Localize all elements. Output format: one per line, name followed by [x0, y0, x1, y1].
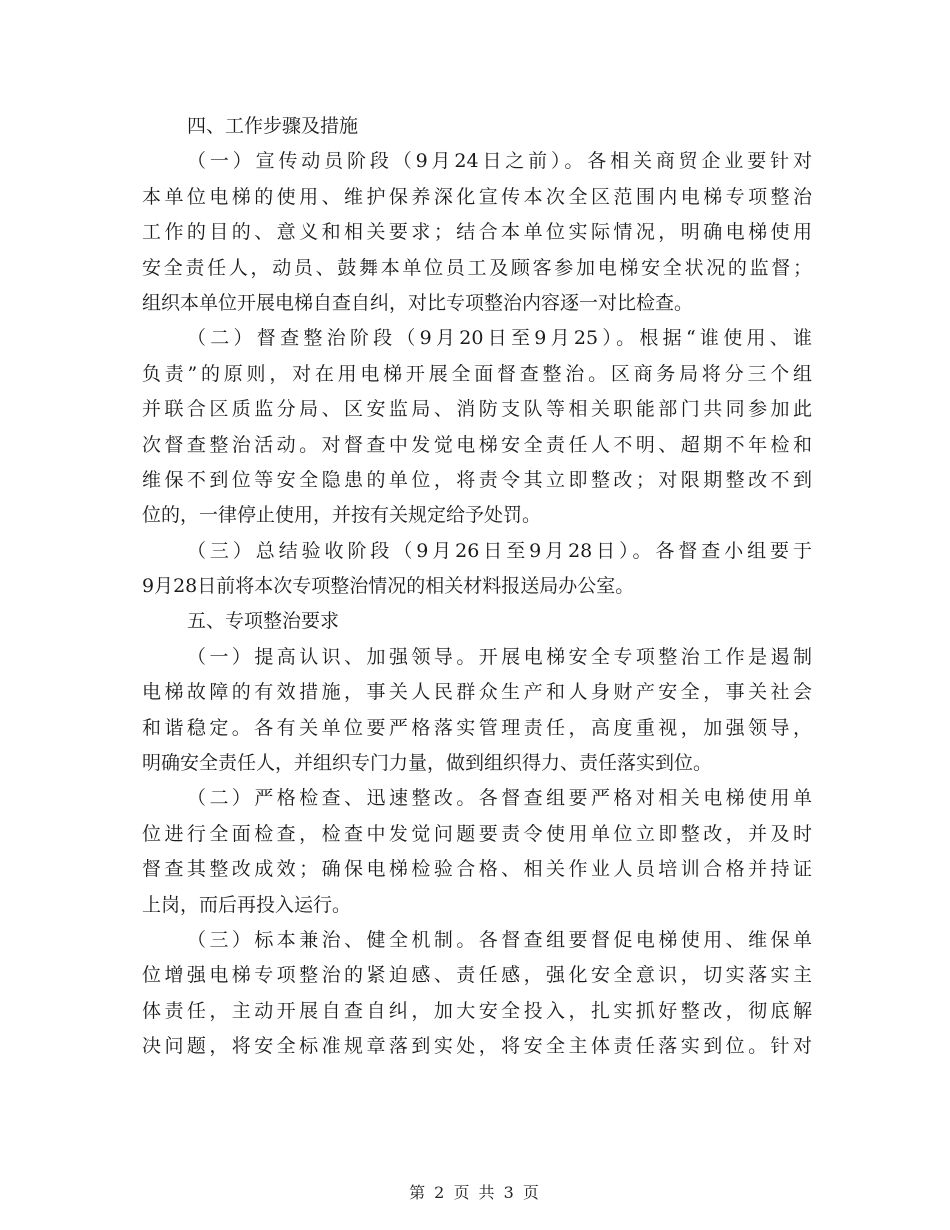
paragraph-line: 维保不到位等安全隐患的单位，将责令其立即整改；对限期整改不到: [142, 468, 812, 491]
section-heading-4: 四、工作步骤及措施: [187, 115, 359, 137]
paragraph-line: 9月28日前将本次专项整治情况的相关材料报送局办公室。: [142, 575, 635, 598]
paragraph-line: 本单位电梯的使用、维护保养深化宣传本次全区范围内电梯专项整治: [142, 185, 812, 208]
paragraph-line: 和谐稳定。各有关单位要严格落实管理责任，高度重视，加强领导，: [142, 716, 812, 739]
paragraph-line: 督查其整改成效；确保电梯检验合格、相关作业人员培训合格并持证: [142, 858, 812, 881]
paragraph-line: （三）总结验收阶段（9月26日至9月28日）。各督查小组要于: [187, 539, 812, 562]
paragraph-line: （一）宣传动员阶段（9月24日之前）。各相关商贸企业要针对: [187, 150, 812, 173]
paragraph-line: 负责”的原则，对在用电梯开展全面督查整治。区商务局将分三个组: [142, 362, 812, 385]
document-body: [142, 109, 812, 1065]
paragraph-line: 电梯故障的有效措施，事关人民群众生产和人身财产安全，事关社会: [142, 681, 812, 704]
paragraph-line: 安全责任人，动员、鼓舞本单位员工及顾客参加电梯安全状况的监督；: [142, 256, 812, 279]
paragraph-line: 并联合区质监分局、区安监局、消防支队等相关职能部门共同参加此: [142, 398, 812, 421]
paragraph-line: 位增强电梯专项整治的紧迫感、责任感，强化安全意识，切实落实主: [142, 964, 812, 987]
page-number-footer: 第 2 页 共 3 页: [409, 1183, 541, 1202]
paragraph-line: （一）提高认识、加强领导。开展电梯安全专项整治工作是遏制: [187, 645, 812, 668]
paragraph-line: 体责任，主动开展自查自纠，加大安全投入，扎实抓好整改，彻底解: [142, 999, 812, 1022]
paragraph-line: 决问题，将安全标准规章落到实处，将安全主体责任落实到位。针对: [142, 1035, 812, 1058]
paragraph-line: 上岗，而后再投入运行。: [142, 893, 352, 916]
section-heading-5: 五、专项整治要求: [187, 610, 340, 633]
paragraph-line: （二）严格检查、迅速整改。各督查组要严格对相关电梯使用单: [187, 787, 812, 810]
paragraph-line: 明确安全责任人，并组织专门力量，做到组织得力、责任落实到位。: [142, 752, 713, 775]
paragraph-line: （二）督查整治阶段（9月20日至9月25）。根据“谁使用、谁: [187, 327, 812, 350]
paragraph-line: （三）标本兼治、健全机制。各督查组要督促电梯使用、维保单: [187, 928, 812, 951]
paragraph-line: 位进行全面检查，检查中发觉问题要责令使用单位立即整改，并及时: [142, 822, 812, 845]
paragraph-line: 组织本单位开展电梯自查自纠，对比专项整治内容逐一对比检查。: [142, 291, 694, 314]
paragraph-line: 工作的目的、意义和相关要求；结合本单位实际情况，明确电梯使用: [142, 221, 812, 244]
paragraph-line: 位的，一律停止使用，并按有关规定给予处罚。: [142, 504, 542, 527]
paragraph-line: 次督查整治活动。对督查中发觉电梯安全责任人不明、超期不年检和: [142, 433, 812, 456]
